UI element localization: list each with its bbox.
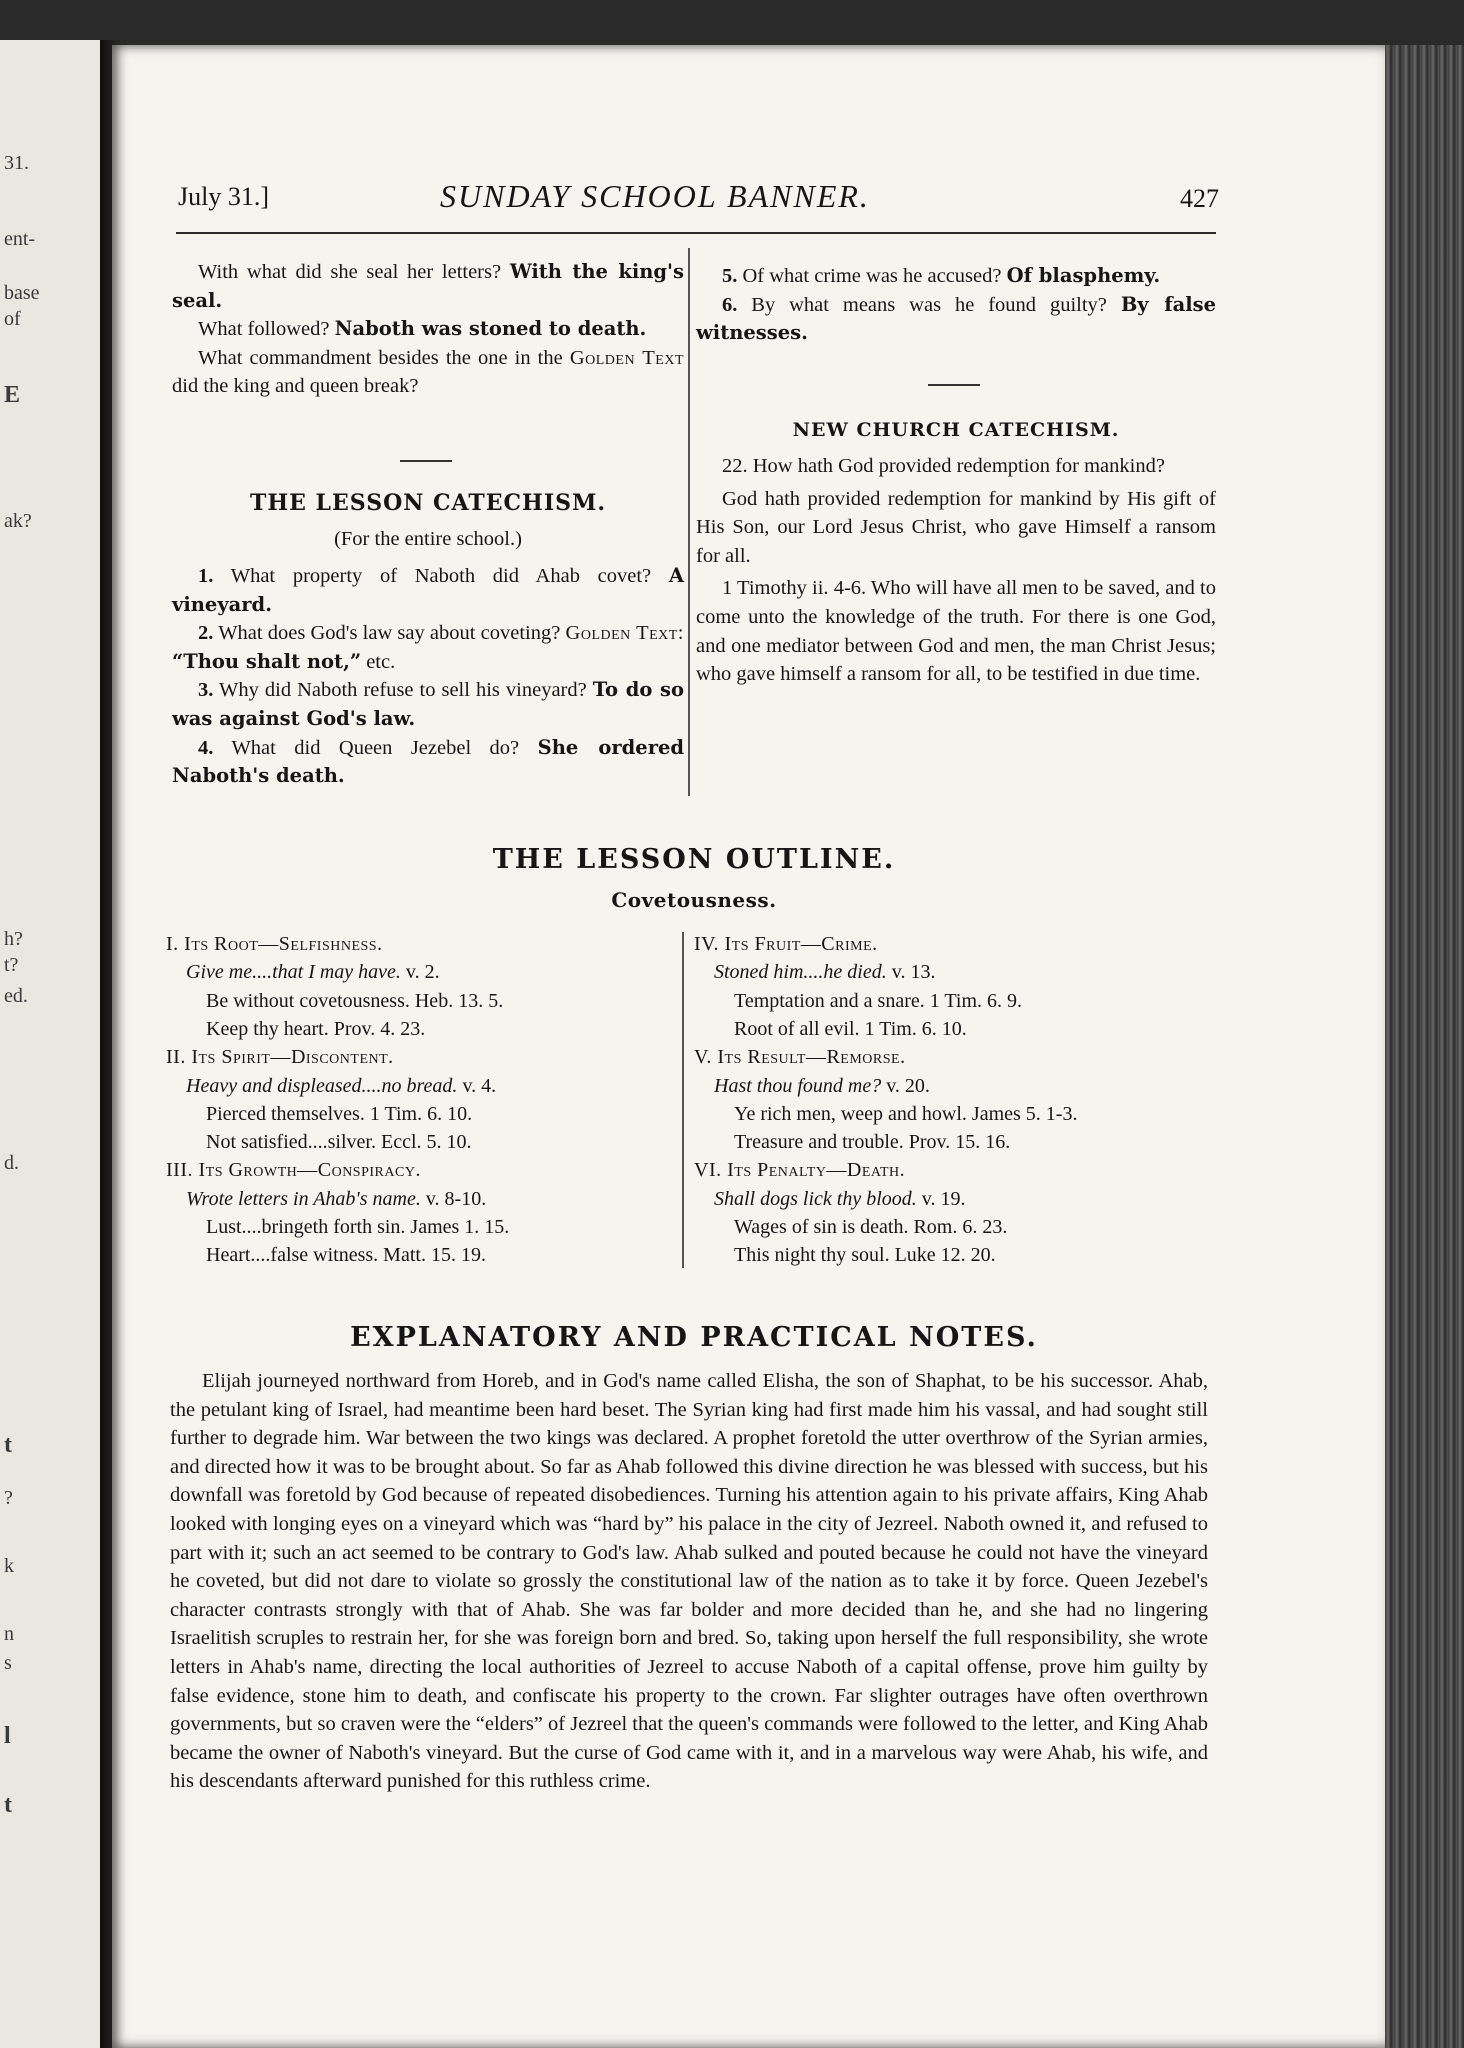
- catechism-item-6: [696, 291, 1216, 348]
- outline-text-line: [714, 1075, 930, 1098]
- item-number: 1.: [198, 565, 214, 587]
- header-date: July 31.]: [178, 182, 269, 211]
- question-seal: [172, 258, 684, 315]
- outline-verse-ref: v. 4.: [457, 1074, 497, 1097]
- outline-quote: Hast thou found me?: [714, 1074, 882, 1097]
- question-text: What did Queen Jezebel do?: [231, 736, 520, 759]
- margin-fragment: ?: [4, 1487, 13, 1509]
- outline-reference-line: This night thy soul. Luke 12. 20.: [734, 1244, 996, 1267]
- header-title: SUNDAY SCHOOL BANNER.: [440, 178, 870, 214]
- outline-text-line: [186, 1188, 486, 1211]
- margin-fragment: 31.: [4, 152, 29, 174]
- margin-fragment: s: [4, 1652, 12, 1674]
- outline-verse-ref: v. 2.: [400, 961, 440, 984]
- answer-text: She ordered Naboth's death.: [172, 735, 685, 788]
- question-text: What does God's law say about coveting?: [218, 622, 561, 645]
- margin-fragment: t: [4, 1792, 12, 1818]
- outline-quote: Wrote letters in Ahab's name.: [186, 1187, 421, 1210]
- answer-text: By false witnesses.: [696, 292, 1217, 345]
- catechism-item-5: [696, 262, 1216, 291]
- catechism-item-3: [172, 676, 684, 733]
- outline-reference-line: Ye rich men, weep and howl. James 5. 1-3.: [734, 1102, 1078, 1125]
- section-divider: [928, 384, 980, 386]
- outline-text-line: [186, 961, 440, 984]
- notes-title: EXPLANATORY AND PRACTICAL NOTES.: [350, 1322, 1038, 1353]
- page-number: 427: [1180, 184, 1219, 213]
- question-text: Of what crime was he accused?: [742, 265, 1002, 287]
- margin-fragment: of: [4, 308, 21, 330]
- question-commandment: [172, 344, 684, 401]
- outline-text-line: [186, 1075, 496, 1098]
- answer-text: “Thou shalt not,”: [172, 649, 362, 673]
- catechism-item-4: [172, 734, 684, 791]
- answer-text: A vineyard.: [172, 564, 684, 616]
- outline-reference-line: Pierced themselves. 1 Tim. 6. 10.: [206, 1102, 473, 1125]
- new-catechism-body: [696, 452, 1216, 689]
- outline-quote: Give me....that I may have.: [186, 961, 401, 984]
- catechism-list: [172, 562, 684, 791]
- margin-fragment: d.: [4, 1152, 19, 1174]
- outline-heading: IV. Its Fruit—Crime.: [694, 933, 878, 955]
- question-text: By what means was he found guilty?: [751, 293, 1107, 316]
- margin-fragment: l: [4, 1723, 11, 1749]
- answer-tail: etc.: [366, 650, 396, 673]
- outline-text-line: [714, 1188, 965, 1211]
- notes-body: [170, 1367, 1208, 1796]
- question-text: With what did she seal her letters?: [198, 261, 502, 283]
- question-text: What commandment besides the one in the: [198, 346, 563, 369]
- outline-reference-line: Wages of sin is death. Rom. 6. 23.: [734, 1216, 1008, 1238]
- question-text: did the king and queen break?: [172, 375, 419, 398]
- margin-fragment: ent-: [4, 228, 36, 250]
- golden-text-label: Golden Text: [569, 346, 685, 369]
- margin-fragment: k: [4, 1555, 14, 1577]
- margin-fragment: n: [4, 1623, 14, 1645]
- outline-reference-line: Treasure and trouble. Prov. 15. 16.: [734, 1131, 1011, 1154]
- outline-quote: Stoned him....he died.: [714, 961, 887, 984]
- outline-heading: III. Its Growth—Conspiracy.: [166, 1159, 421, 1182]
- new-catechism-title: NEW CHURCH CATECHISM.: [792, 419, 1120, 441]
- outline-heading: II. Its Spirit—Discontent.: [166, 1046, 394, 1069]
- outline-verse-ref: v. 8-10.: [420, 1187, 487, 1210]
- section-divider: [400, 460, 452, 462]
- answer-text: With the king's seal.: [172, 260, 684, 312]
- right-column: [696, 262, 1216, 348]
- outline-text-line: [714, 961, 935, 984]
- outline-verse-ref: v. 13.: [886, 961, 936, 984]
- item-number: 5.: [722, 265, 738, 287]
- catechism-item-2: [172, 619, 684, 676]
- question-text: What followed?: [198, 318, 330, 341]
- question-text: Why did Naboth refuse to sell his vineyard?: [219, 679, 587, 702]
- margin-fragment: base: [4, 282, 40, 304]
- margin-fragment: h?: [4, 928, 23, 950]
- margin-fragment: t?: [4, 954, 19, 976]
- outline-reference-line: Keep thy heart. Prov. 4. 23.: [206, 1017, 426, 1040]
- outline-heading: V. Its Result—Remorse.: [694, 1046, 906, 1069]
- outline-reference-line: Be without covetousness. Heb. 13. 5.: [206, 989, 504, 1012]
- outline-verse-ref: v. 19.: [916, 1187, 966, 1210]
- catechism-subtitle: (For the entire school.): [334, 528, 522, 550]
- outline-reference-line: Root of all evil. 1 Tim. 6. 10.: [734, 1017, 967, 1040]
- item-number: 2.: [198, 622, 214, 645]
- outline-quote: Shall dogs lick thy blood.: [714, 1187, 917, 1210]
- outline-reference-line: Temptation and a snare. 1 Tim. 6. 9.: [734, 989, 1023, 1012]
- outline-reference-line: Heart....false witness. Matt. 15. 19.: [206, 1244, 486, 1267]
- answer-text: To do so was against God's law.: [172, 678, 684, 730]
- margin-fragment: E: [4, 382, 21, 408]
- outline-divider: [682, 932, 684, 1268]
- outline-heading: VI. Its Penalty—Death.: [694, 1159, 906, 1182]
- page-edges: [1385, 45, 1464, 2048]
- item-number: 6.: [722, 293, 738, 316]
- margin-fragment: ed.: [4, 985, 28, 1007]
- scripture-reference: 1 Timothy ii. 4-6. Who will have all men to be saved, and to come unto the knowledge of the truth. For there is one God, and one mediator between God and men, the man Christ Jesus; who gave himself a ransom for all, to be testified in due time.: [696, 577, 1216, 686]
- facing-page-edge: [0, 40, 100, 2048]
- scan-background: [0, 0, 1464, 50]
- outline-subtitle: Covetousness.: [611, 888, 777, 912]
- answer-text: Naboth was stoned to death.: [334, 317, 647, 341]
- notes-paragraph: Elijah journeyed northward from Horeb, and in God's name called Elisha, the son of Shaphat, to be his successor. Ahab, the petulant king of Israel, had meantime been hard beset. The Syrian king had first made him his vassal, and had sought still further to degrade him. War between the two kings was declared. A prophet foretold the utter overthrow of the Syrian armies, and directed how it was to be brought about. So far as Ahab followed this divine direction he was blessed with success, but his downfall was foretold by God because of repeated disobediences. Turning his attention again to his private affairs, King Ahab looked with longing eyes on a vineyard which was “hard by” his palace in the city of Jezreel. Naboth owned it, and refused to part with it; such an act seemed to be contrary to God's law. Ahab sulked and pouted because he could not have the vineyard he coveted, but did not dare to violate so grossly the constitutional law of the nation as to take it by force. Queen Jezebel's character contrasts strongly with that of Ahab. She was far bolder and more decided than he, and she had no lingering Israelitish scruples to restrain her, for she was foreign born and bred. So, taking upon herself the full responsibility, she wrote letters in Ahab's name, directing the local authorities of Jezreel to accuse Naboth of a capital offense, prove him guilty by false evidence, stone him to death, and confiscate his property to the crown. Far slighter outrages have often overthrown governments, but so craven were the “elders” of Jezreel that the queen's commands were followed to the letter, and King Ahab became the owner of Naboth's vineyard. But the curse of God came with it, and in a marvelous way were Ahab, his wife, and his descendants afterward punished for this ruthless crime.: [170, 1370, 1208, 1793]
- golden-text-label: Golden Text:: [565, 622, 685, 645]
- column-divider: [688, 248, 690, 796]
- margin-fragment: ak?: [4, 510, 32, 532]
- catechism-title: THE LESSON CATECHISM.: [249, 490, 607, 516]
- item-number: 3.: [198, 679, 214, 702]
- answer-text: Of blasphemy.: [1006, 264, 1161, 287]
- margin-fragment: t: [4, 1432, 12, 1458]
- outline-heading: I. Its Root—Selfishness.: [166, 933, 383, 955]
- question-followed: [172, 315, 684, 344]
- outline-title: THE LESSON OUTLINE.: [492, 844, 896, 875]
- answer-22: God hath provided redemption for mankind by His gift of His Son, our Lord Jesus Christ, who gave Himself a ransom for all.: [696, 487, 1216, 567]
- outline-verse-ref: v. 20.: [881, 1074, 930, 1097]
- catechism-item-1: [172, 562, 684, 619]
- question-text: What property of Naboth did Ahab covet?: [230, 565, 652, 587]
- left-column: [172, 258, 684, 401]
- outline-reference-line: Not satisfied....silver. Eccl. 5. 10.: [206, 1131, 472, 1154]
- header-rule: [176, 232, 1216, 234]
- question-22: 22. How hath God provided redemption for mankind?: [722, 455, 1165, 477]
- outline-quote: Heavy and displeased....no bread.: [186, 1074, 458, 1097]
- outline-reference-line: Lust....bringeth forth sin. James 1. 15.: [206, 1216, 510, 1238]
- item-number: 4.: [198, 736, 214, 759]
